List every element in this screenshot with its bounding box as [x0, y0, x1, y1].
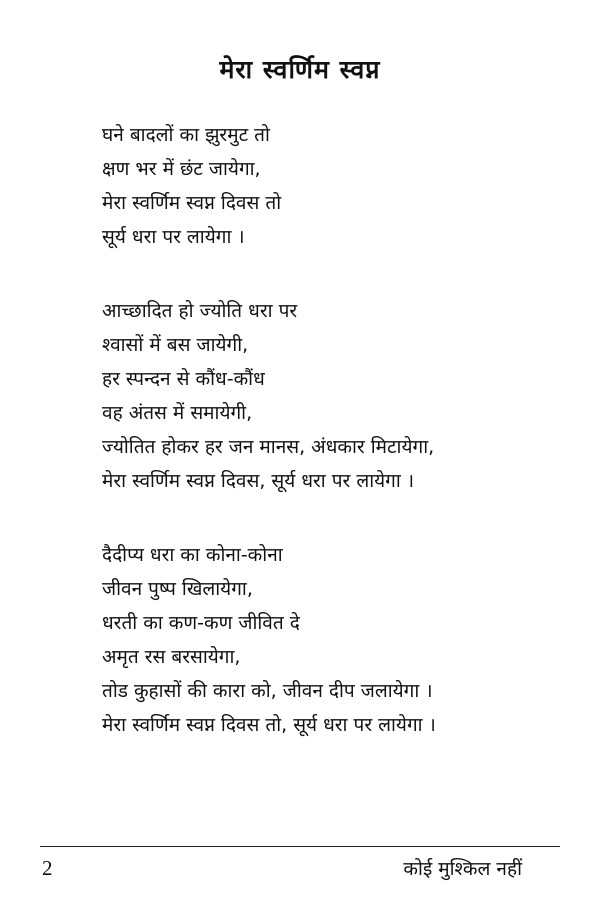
poem-line: आच्छादित हो ज्योति धरा पर — [102, 300, 298, 322]
poem-line: वह अंतस में समायेगी, — [102, 402, 253, 424]
poem-line: सूर्य धरा पर लायेगा । — [102, 226, 245, 248]
poem-line: जीवन पुष्प खिलायेगा, — [102, 578, 253, 600]
poem-line: घने बादलों का झुरमुट तो — [102, 124, 270, 146]
poem-body — [102, 118, 582, 782]
poem-line: मेरा स्वर्णिम स्वप्न दिवस तो — [102, 192, 282, 214]
poem-line: धरती का कण-कण जीवित दे — [102, 612, 300, 634]
poem-line: श्वासों में बस जायेगी, — [102, 334, 249, 356]
stanza-3 — [102, 538, 582, 742]
stanza-1 — [102, 118, 582, 254]
poem-line: तोड कुहासों की कारा को, जीवन दीप जलायेगा । — [102, 680, 433, 702]
book-title-footer: कोई मुश्किल नहीं — [403, 858, 522, 880]
stanza-2 — [102, 294, 582, 498]
page-number: 2 — [42, 856, 53, 880]
poem-line: मेरा स्वर्णिम स्वप्न दिवस तो, सूर्य धरा पर लायेगा । — [102, 714, 436, 736]
poem-line: मेरा स्वर्णिम स्वप्न दिवस, सूर्य धरा पर लायेगा । — [102, 470, 415, 492]
poem-line: क्षण भर में छंट जायेगा, — [102, 158, 261, 180]
poem-line: हर स्पन्दन से कौंध-कौंध — [102, 368, 265, 390]
poem-line: ज्योतित होकर हर जन मानस, अंधकार मिटायेगा, — [102, 436, 435, 458]
footer-rule — [40, 846, 560, 847]
poem-line: दैदीप्य धरा का कोना-कोना — [102, 544, 283, 566]
poem-title: मेरा स्वर्णिम स्वप्न — [219, 55, 381, 84]
poem-line: अमृत रस बरसायेगा, — [102, 646, 241, 668]
